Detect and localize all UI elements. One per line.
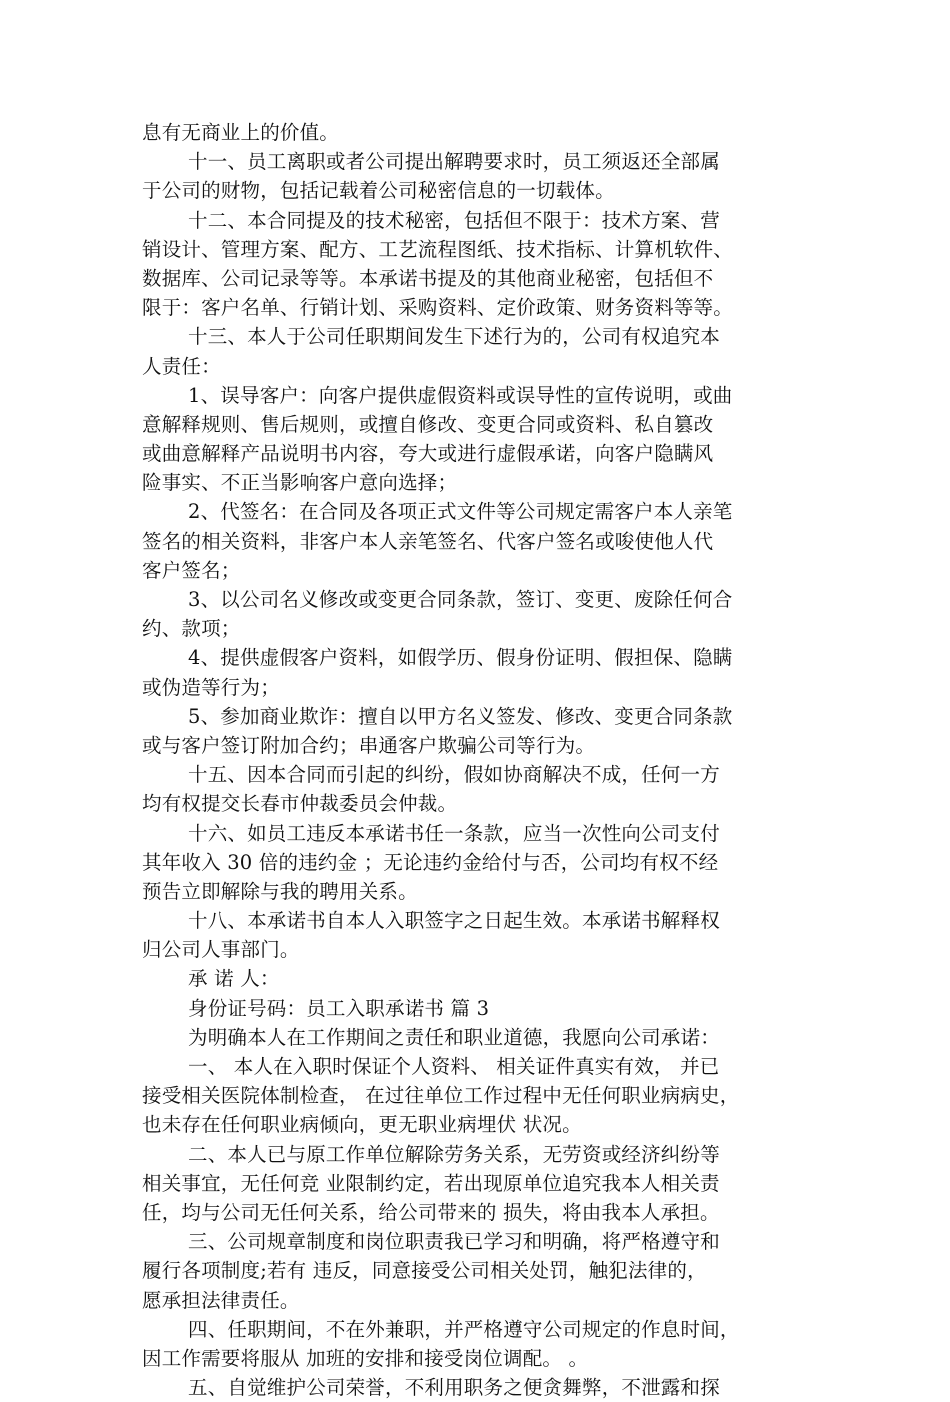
text-line: 二、本人已与原工作单位解除劳务关系，无劳资或经济纠纷等	[188, 1142, 720, 1166]
text-line: 或曲意解释产品说明书内容，夸大或进行虚假承诺，向客户隐瞒风	[142, 442, 714, 466]
text-line: 十二、本合同提及的技术秘密，包括但不限于：技术方案、营	[188, 208, 720, 232]
text-line: 或伪造等行为；	[142, 675, 280, 699]
text-line: 销设计、管理方案、配方、工艺流程图纸、技术指标、计算机软件、	[142, 237, 734, 261]
text-line: 5、参加商业欺诈：擅自以甲方名义签发、修改、变更合同条款	[188, 704, 733, 728]
text-line: 任，均与公司无任何关系，给公司带来的 损失，将由我本人承担。	[142, 1200, 720, 1224]
text-line: 或与客户签订附加合约；串通客户欺骗公司等行为。	[142, 733, 596, 757]
text-line: 3、以公司名义修改或变更合同条款，签订、变更、废除任何合	[188, 588, 733, 611]
text-line: 四、任职期间，不在外兼职，并严格遵守公司规定的作息时间，	[188, 1317, 740, 1341]
text-line: 息有无商业上的价值。	[142, 121, 340, 144]
text-line: 险事实、不正当影响客户意向选择；	[142, 471, 458, 495]
text-line: 约、款项；	[142, 617, 241, 641]
text-line: 身份证号码：员工入职承诺书 篇 3	[188, 996, 490, 1020]
text-line: 限于：客户名单、行销计划、采购资料、定价政策、财务资料等等。	[142, 296, 734, 320]
text-line: 均有权提交长春市仲裁委员会仲裁。	[142, 792, 458, 816]
text-line: 五、自觉维护公司荣誉，不利用职务之便贪舞弊，不泄露和探	[188, 1376, 720, 1400]
text-line: 其年收入 30 倍的违约金 ；无论违约金给付与否，公司均有权不经	[142, 850, 719, 874]
text-line: 愿承担法律责任。	[142, 1288, 300, 1312]
text-line: 人责任：	[142, 354, 221, 378]
text-line: 接受相关医院体制检查， 在过往单位工作过程中无任何职业病病史，	[142, 1084, 740, 1108]
text-line: 为明确本人在工作期间之责任和职业道德，我愿向公司承诺：	[188, 1025, 720, 1049]
text-line: 也未存在任何职业病倾向，更无职业病埋伏 状况。	[142, 1113, 582, 1137]
text-line: 1、误导客户：向客户提供虚假资料或误导性的宣传说明，或曲	[188, 383, 733, 407]
text-line: 履行各项制度;若有 违反，同意接受公司相关处罚，触犯法律的，	[142, 1259, 707, 1283]
text-line: 十一、员工离职或者公司提出解聘要求时，员工须返还全部属	[188, 150, 720, 174]
text-line: 十八、本承诺书自本人入职签字之日起生效。本承诺书解释权	[188, 909, 720, 933]
text-line: 客户签名；	[142, 558, 241, 582]
text-line: 三、公司规章制度和岗位职责我已学习和明确，将严格遵守和	[188, 1230, 720, 1254]
text-line: 2、代签名：在合同及各项正式文件等公司规定需客户本人亲笔	[188, 500, 733, 524]
text-line: 签名的相关资料，非客户本人亲笔签名、代客户签名或唆使他人代	[142, 529, 714, 553]
text-line: 于公司的财物，包括记载着公司秘密信息的一切载体。	[142, 179, 615, 203]
text-line: 十六、如员工违反本承诺书任一条款，应当一次性向公司支付	[188, 821, 720, 845]
text-line: 意解释规则、售后规则，或擅自修改、变更合同或资料、私自篡改	[142, 412, 714, 436]
document-body	[142, 118, 812, 1402]
text-line: 一、 本人在入职时保证个人资料、 相关证件真实有效， 并已	[188, 1055, 720, 1078]
text-line: 十三、本人于公司任职期间发生下述行为的，公司有权追究本	[188, 325, 720, 349]
text-line: 承 诺 人：	[188, 967, 280, 991]
text-line: 4、提供虚假客户资料，如假学历、假身份证明、假担保、隐瞒	[188, 646, 733, 670]
text-line: 归公司人事部门。	[142, 938, 300, 962]
text-line: 数据库、公司记录等等。本承诺书提及的其他商业秘密，包括但不	[142, 266, 714, 290]
text-line: 预告立即解除与我的聘用关系。	[142, 879, 418, 903]
text-line: 相关事宜，无任何竞 业限制约定，若出现原单位追究我本人相关责	[142, 1171, 720, 1195]
text-line: 因工作需要将服从 加班的安排和接受岗位调配。 。	[142, 1346, 589, 1370]
text-line: 十五、因本合同而引起的纠纷，假如协商解决不成，任何一方	[188, 763, 720, 787]
